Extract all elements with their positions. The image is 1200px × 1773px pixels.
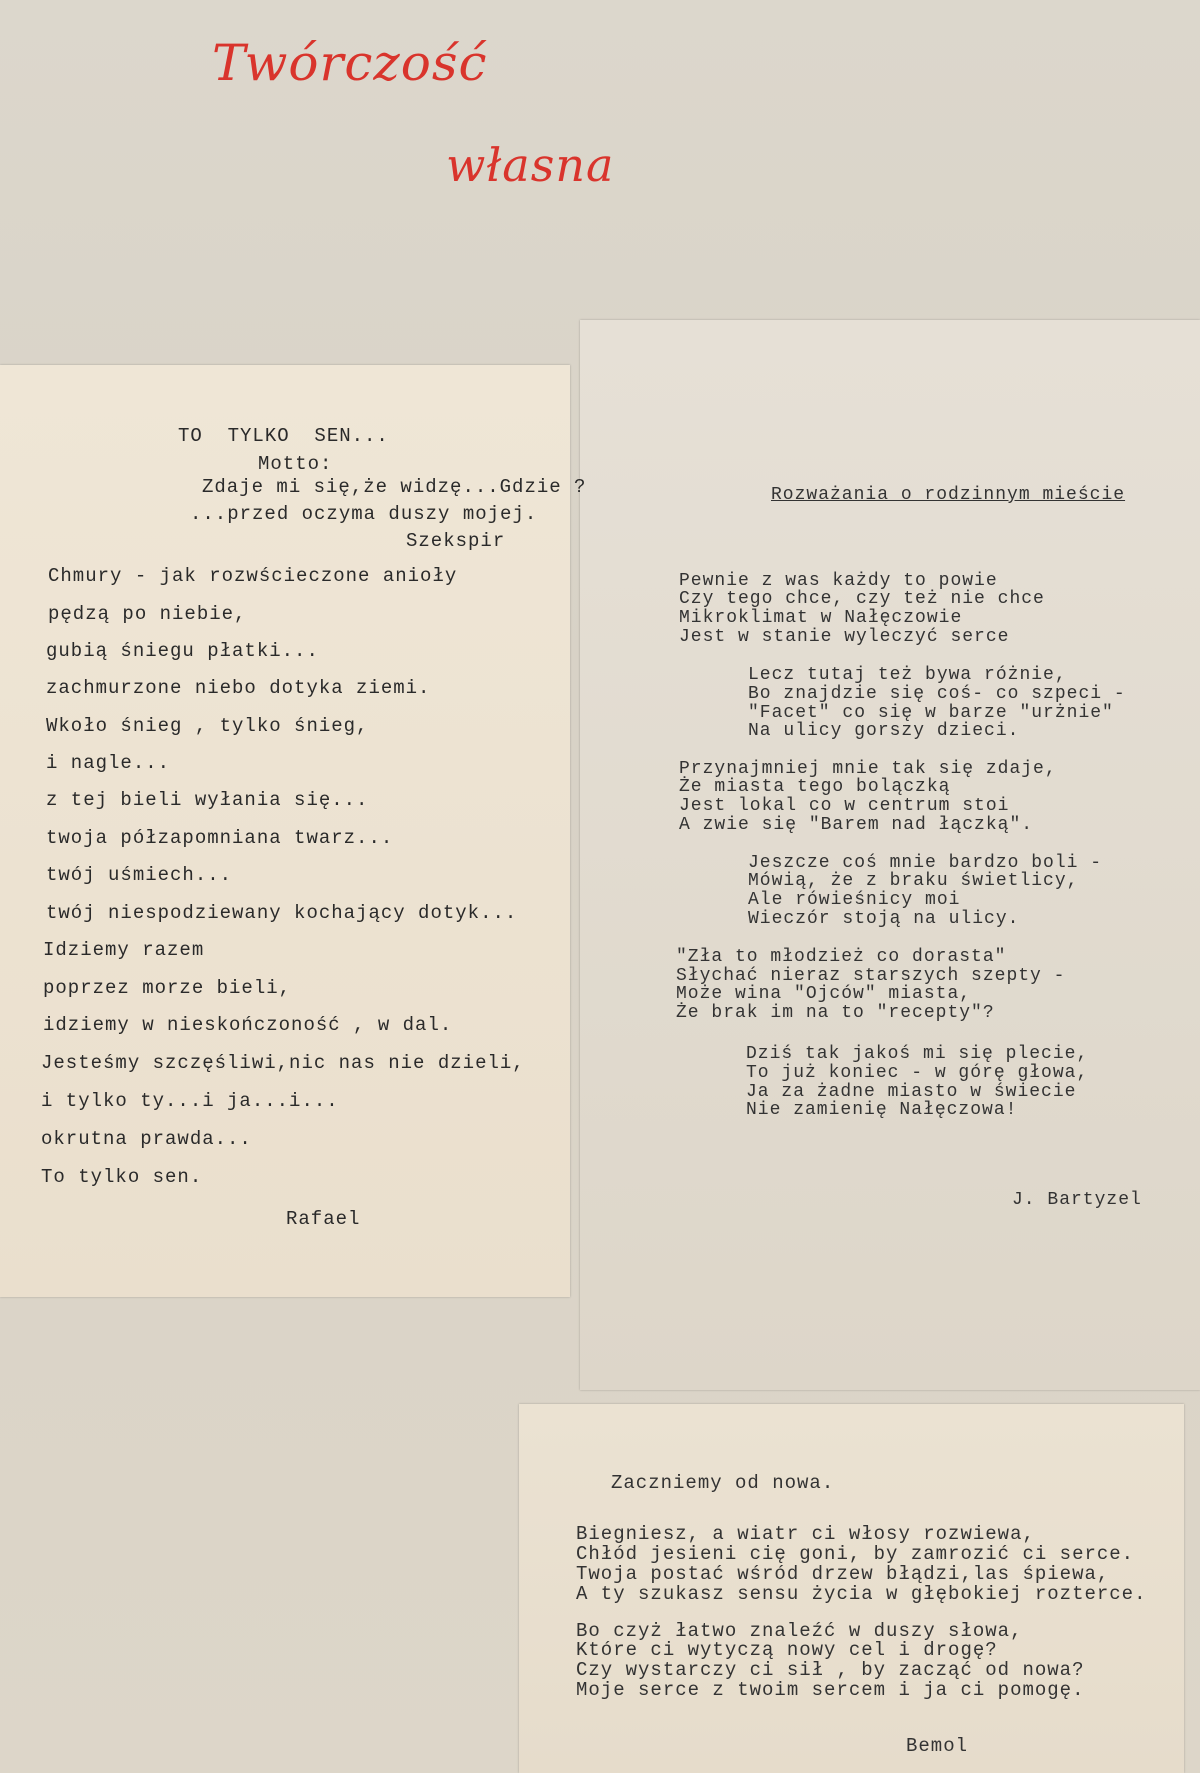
poem2-line: Mówią, że z braku świetlicy, [748,871,1079,891]
poem1-line: Jesteśmy szczęśliwi,nic nas nie dzieli, [41,1052,525,1074]
poem2-line: "Zła to młodzież co dorasta" [676,947,1007,967]
poem3-line: Biegniesz, a wiatr ci włosy rozwiewa, [576,1523,1035,1545]
poem1-line: z tej bieli wyłania się... [46,789,369,811]
poem2-line: Jest lokal co w centrum stoi [679,796,1010,816]
poem2-line: Mikroklimat w Nałęczowie [679,608,963,628]
poem3-line: A ty szukasz sensu życia w głębokiej rozterce. [576,1583,1147,1605]
poem1-line: twój uśmiech... [46,864,233,886]
poem1-line: Idziemy razem [43,939,205,961]
poem1-line: pędzą po niebie, [48,603,247,625]
poem1-line: i tylko ty...i ja...i... [41,1090,339,1112]
poem3-line: Chłód jesieni cię goni, by zamrozić ci serce. [576,1543,1135,1565]
poem3-author: Bemol [906,1735,969,1757]
poem2-line: Może wina "Ojców" miasta, [676,984,972,1004]
poem1-line: twoja półzapomniana twarz... [46,827,394,849]
poem2-line: Bo znajdzie się coś- co szpeci - [748,684,1126,704]
poem2-line: Lecz tutaj też bywa różnie, [748,665,1067,685]
poem1-author: Rafael [286,1208,361,1230]
poem2-line: Dziś tak jakoś mi się plecie, [746,1044,1089,1064]
poem2-line: Pewnie z was każdy to powie [679,571,998,591]
poem1-motto-label: Motto: [258,453,333,475]
poem2-line: Że miasta tego bolączką [679,777,951,797]
poem1-line: Chmury - jak rozwścieczone anioły [48,565,458,587]
poem1-line: poprzez morze bieli, [43,977,292,999]
poem2-line: Wieczór stoją na ulicy. [748,909,1020,929]
poem2-line: Ja za żadne miasto w świecie [746,1082,1077,1102]
poem2-line: Jest w stanie wyleczyć serce [679,627,1010,647]
poem2-line: Że brak im na to "recepty"? [676,1003,995,1023]
poem1-line: okrutna prawda... [41,1128,252,1150]
poem3-line: Czy wystarczy ci sił , by zacząć od nowa? [576,1659,1085,1681]
poem1-title: TO TYLKO SEN... [178,425,389,447]
poem2-line: A zwie się "Barem nad łączką". [679,815,1034,835]
poem1-line: idziemy w nieskończoność , w dal. [43,1014,453,1036]
poem2-line: Ale rówieśnicy moi [748,890,961,910]
poem1-line: gubią śniegu płatki... [46,640,319,662]
poem1-line: i nagle... [46,752,171,774]
poem2-line: Słychać nieraz starszych szepty - [676,966,1066,986]
poem2-line: Na ulicy gorszy dzieci. [748,721,1020,741]
poem3-line: Bo czyż łatwo znaleźć w duszy słowa, [576,1620,1023,1642]
poem1-motto-line: ...przed oczyma duszy mojej. [190,503,538,525]
poem2-line: Czy tego chce, czy też nie chce [679,589,1045,609]
poem1-line: zachmurzone niebo dotyka ziemi. [46,677,431,699]
poem1-motto-author: Szekspir [406,530,506,552]
poem3-title: Zaczniemy od nowa. [611,1472,835,1494]
poem2-line: Jeszcze coś mnie bardzo boli - [748,853,1103,873]
poem1-line: twój niespodziewany kochający dotyk... [46,902,518,924]
poem1-motto-line: Zdaje mi się,że widzę...Gdzie ? [202,476,587,498]
header-title-line1: Twórczość [212,34,488,92]
poem3-line: Twoja postać wśród drzew błądzi,las śpiewa, [576,1563,1110,1585]
poem3-line: Moje serce z twoim sercem i ja ci pomogę. [576,1679,1085,1701]
poem2-line: "Facet" co się w barze "urżnie" [748,703,1114,723]
poem1-line: Wkoło śnieg , tylko śnieg, [46,715,369,737]
poem2-line: Nie zamienię Nałęczowa! [746,1100,1018,1120]
poem2-title: Rozważania o rodzinnym mieście [771,485,1126,505]
poem3-line: Które ci wytyczą nowy cel i drogę? [576,1639,998,1661]
header-title-line2: własna [446,138,615,192]
poem2-line: Przynajmniej mnie tak się zdaje, [679,759,1057,779]
poem2-author: J. Bartyzel [1012,1190,1142,1210]
poem2-line: To już koniec - w górę głowa, [746,1063,1089,1083]
poem1-line: To tylko sen. [41,1166,203,1188]
